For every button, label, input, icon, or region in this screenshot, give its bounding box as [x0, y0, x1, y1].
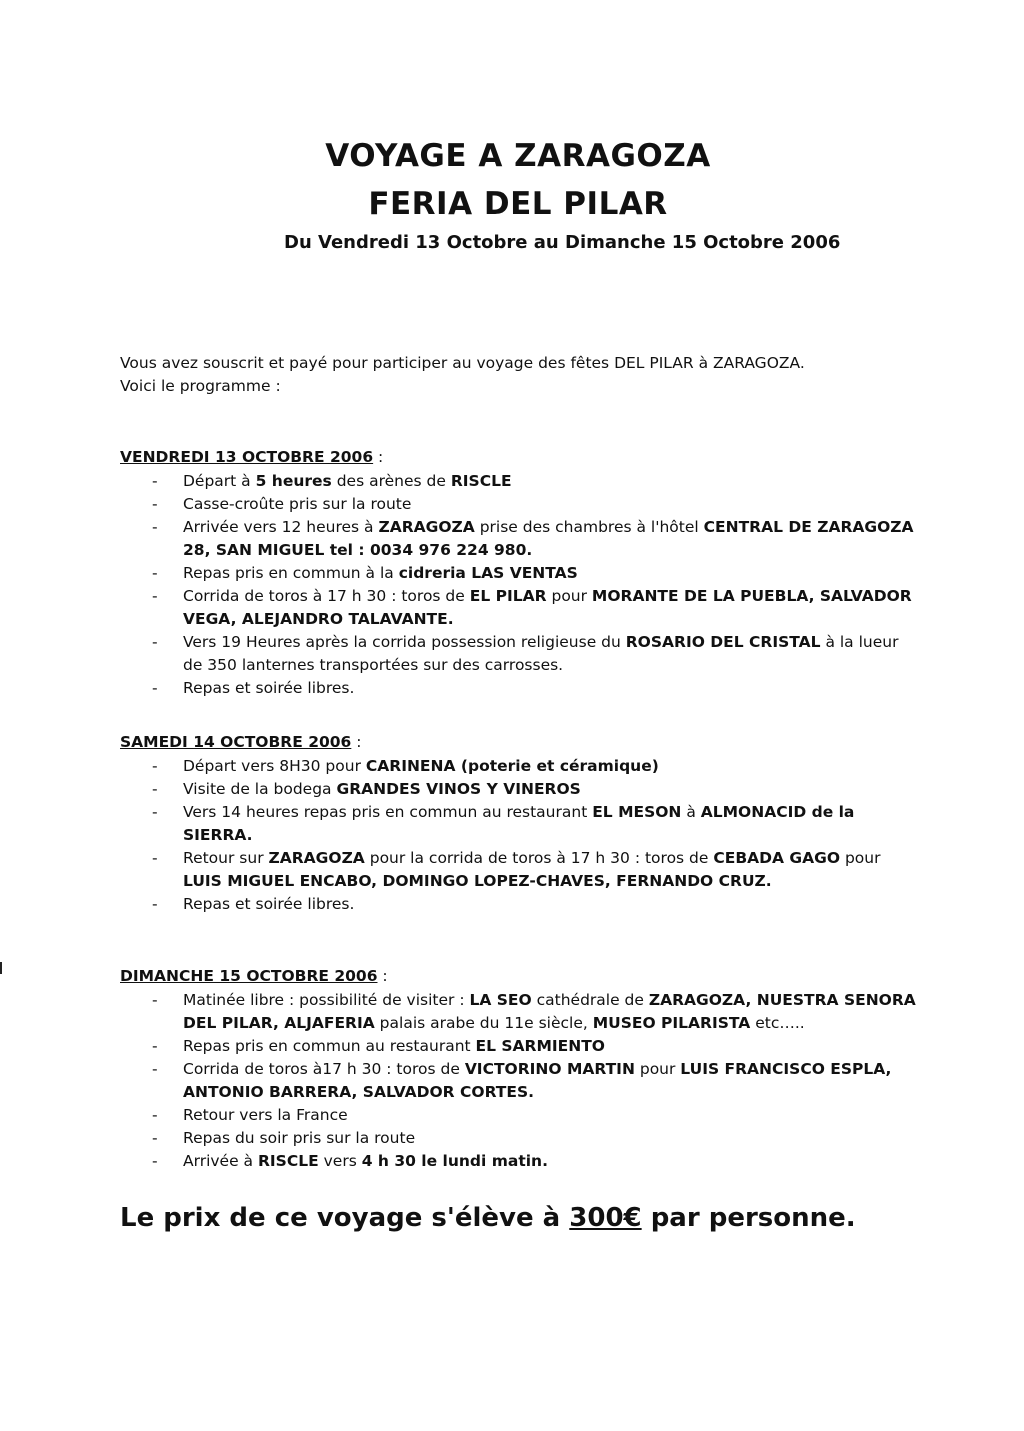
item-text: pour [634, 1060, 681, 1078]
program-item [120, 1104, 920, 1127]
item-text: Corrida de toros à 17 h 30 : toros de [183, 587, 470, 605]
program-item [120, 1058, 920, 1104]
item-text: prise des chambres à l'hôtel [474, 518, 704, 536]
item-text: Arrivée vers 12 heures à [183, 518, 379, 536]
program-item [120, 755, 920, 778]
item-bold-text: MUSEO PILARISTA [592, 1014, 751, 1032]
program-item [120, 562, 920, 585]
section-vendredi [120, 446, 920, 700]
item-text: Repas pris en commun au restaurant [183, 1037, 476, 1055]
item-bold-text: LUIS MIGUEL ENCABO, DOMINGO LOPEZ-CHAVES, FERNANDO CRUZ. [183, 872, 772, 890]
program-item [120, 516, 920, 562]
item-text: Repas du soir pris sur la route [183, 1129, 416, 1147]
program-item [120, 470, 920, 493]
program-item [120, 847, 920, 893]
item-text: Retour vers la France [183, 1106, 348, 1124]
section-samedi [120, 731, 920, 916]
item-text: Corrida de toros à17 h 30 : toros de [183, 1060, 465, 1078]
program-item [120, 778, 920, 801]
item-text: pour la corrida de toros à 17 h 30 : toros de [364, 849, 714, 867]
price-before: Le prix de ce voyage s'élève à [120, 1203, 570, 1233]
section-heading [120, 965, 920, 988]
item-text: Repas pris en commun à la [183, 564, 399, 582]
heading-date: SAMEDI 14 OCTOBRE 2006 [120, 733, 352, 751]
section-heading [120, 731, 920, 754]
title-line-1: VOYAGE A ZARAGOZA [325, 138, 711, 174]
item-text: Retour sur [183, 849, 269, 867]
item-bold-text: EL PILAR [469, 587, 547, 605]
program-item [120, 989, 920, 1035]
price-statement [120, 1203, 856, 1233]
item-bold-text: RISCLE [450, 472, 512, 490]
item-text: pour [840, 849, 881, 867]
item-text: Vers 19 Heures après la corrida possession religieuse du [183, 633, 626, 651]
item-bold-text: cidreria LAS VENTAS [398, 564, 578, 582]
program-item [120, 893, 920, 916]
item-text: à [681, 803, 701, 821]
item-text: vers [318, 1152, 362, 1170]
title-line-2: FERIA DEL PILAR [368, 186, 668, 222]
heading-colon: : [351, 733, 362, 751]
item-bold-text: VICTORINO MARTIN [464, 1060, 635, 1078]
heading-date: DIMANCHE 15 OCTOBRE 2006 [120, 967, 378, 985]
item-bold-text: LUIS FRANCISCO ESPLA, ANTONIO BARRERA, SALVADOR CORTES. [183, 1060, 892, 1101]
section-heading [120, 446, 920, 469]
item-bold-text: LA SEO [469, 991, 532, 1009]
item-text: des arènes de [331, 472, 451, 490]
program-item [120, 493, 920, 516]
program-item [120, 801, 920, 847]
item-bold-text: GRANDES VINOS Y VINEROS [336, 780, 581, 798]
intro-line-2: Voici le programme : [120, 377, 281, 395]
heading-colon: : [373, 448, 384, 466]
item-bold-text: ZARAGOZA [378, 518, 475, 536]
intro-line-1: Vous avez souscrit et payé pour participer au voyage des fêtes DEL PILAR à ZARAGOZA. [120, 354, 805, 372]
item-bold-text: ROSARIO DEL CRISTAL [625, 633, 821, 651]
program-item [120, 677, 920, 700]
dates-subtitle: Du Vendredi 13 Octobre au Dimanche 15 Octobre 2006 [284, 232, 841, 253]
price-amount: 300€ [569, 1203, 642, 1233]
item-bold-text: CARINENA (poterie et céramique) [365, 757, 659, 775]
item-bold-text: MORANTE DE LA PUEBLA, SALVADOR VEGA, ALEJANDRO TALAVANTE. [183, 587, 912, 628]
heading-date: VENDREDI 13 OCTOBRE 2006 [120, 448, 374, 466]
item-text: cathédrale de [531, 991, 649, 1009]
item-text: Départ vers 8H30 pour [183, 757, 366, 775]
item-text: Départ à [183, 472, 256, 490]
item-text: Vers 14 heures repas pris en commun au restaurant [183, 803, 593, 821]
item-text: etc….. [750, 1014, 805, 1032]
section-dimanche [120, 965, 920, 1173]
item-bold-text: 5 heures [255, 472, 332, 490]
item-text: à la lueur de 350 lanternes transportées sur des carrosses. [183, 633, 899, 674]
item-bold-text: CEBADA GAGO [713, 849, 841, 867]
item-bold-text: EL MESON [592, 803, 682, 821]
item-text: Visite de la bodega [183, 780, 337, 798]
program-item [120, 585, 920, 631]
program-list [120, 470, 920, 700]
program-item [120, 1035, 920, 1058]
program-list [120, 755, 920, 916]
item-text: Repas et soirée libres. [183, 679, 355, 697]
item-text: pour [546, 587, 592, 605]
item-text: Repas et soirée libres. [183, 895, 355, 913]
program-list [120, 989, 920, 1173]
price-after: par personne. [641, 1203, 856, 1233]
item-bold-text: ZARAGOZA, NUESTRA SENORA DEL PILAR, ALJAFERIA [183, 991, 916, 1032]
item-bold-text: 4 h 30 le lundi matin. [361, 1152, 548, 1170]
item-bold-text: CENTRAL DE ZARAGOZA 28, SAN MIGUEL tel : 0034 976 224 980. [183, 518, 914, 559]
item-bold-text: RISCLE [257, 1152, 319, 1170]
item-text: Casse-croûte pris sur la route [183, 495, 412, 513]
heading-colon: : [377, 967, 388, 985]
program-item [120, 631, 920, 677]
item-bold-text: EL SARMIENTO [475, 1037, 605, 1055]
program-item [120, 1127, 920, 1150]
program-item [120, 1150, 920, 1173]
item-bold-text: ALMONACID de la SIERRA. [183, 803, 855, 844]
scan-artifact [0, 962, 2, 974]
intro-paragraph [120, 352, 805, 398]
item-bold-text: ZARAGOZA [268, 849, 365, 867]
item-text: Arrivée à [183, 1152, 258, 1170]
item-text: palais arabe du 11e siècle, [374, 1014, 593, 1032]
item-text: Matinée libre : possibilité de visiter : [183, 991, 470, 1009]
